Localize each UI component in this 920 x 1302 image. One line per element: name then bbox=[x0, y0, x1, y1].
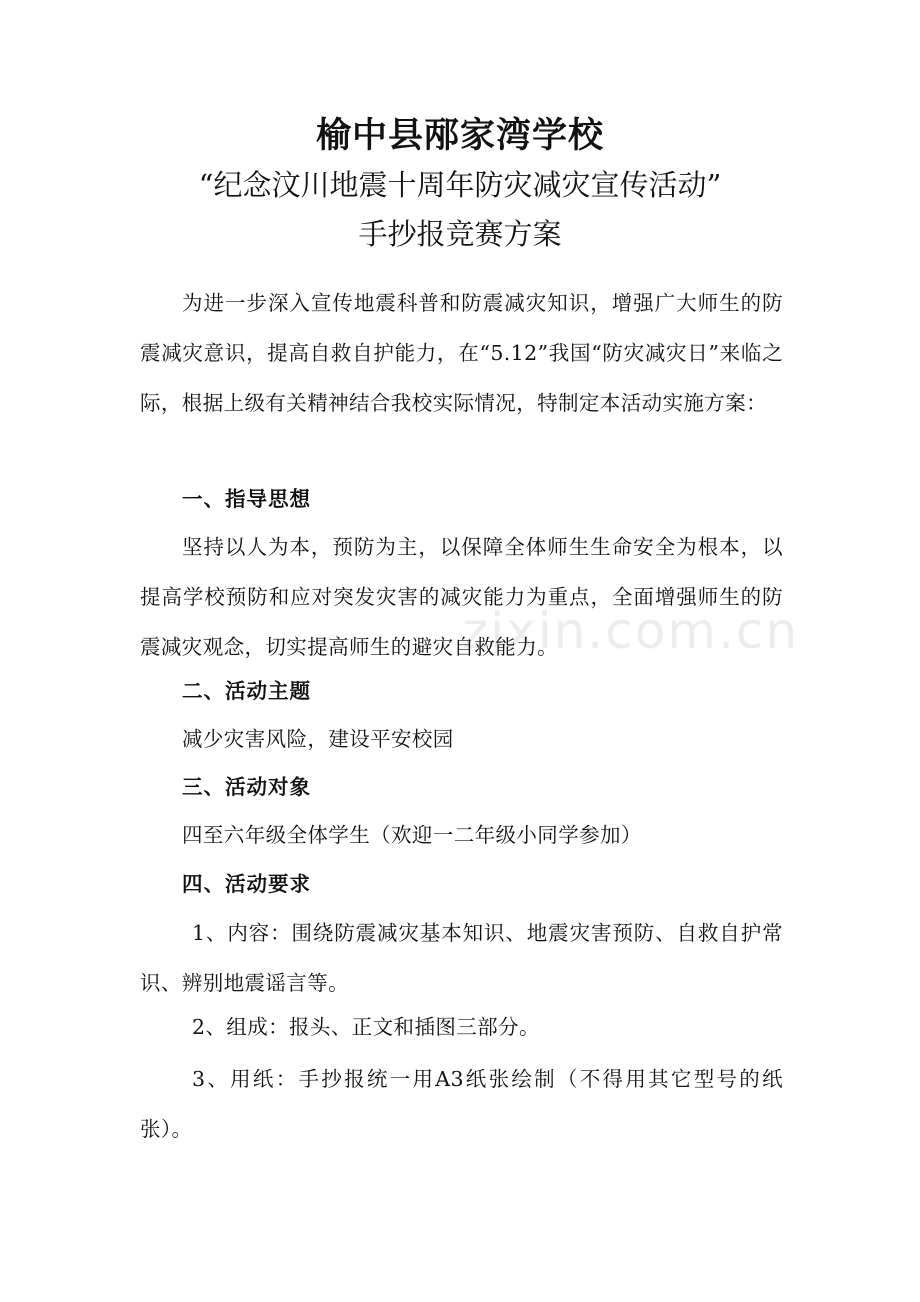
requirement-item-composition: 2、组成：报头、正文和插图三部分。 bbox=[192, 1015, 540, 1039]
section-heading-guiding-thought: 一、指导思想 bbox=[182, 487, 311, 511]
document-title: 榆中县邴家湾学校 bbox=[315, 115, 604, 156]
document-subtitle-line1: “纪念汶川地震十周年防灾减灾宣传活动” bbox=[198, 168, 722, 202]
section-content-participants: 四至六年级全体学生（欢迎一二年级小同学参加） bbox=[182, 823, 642, 847]
section-content-theme: 减少灾害风险，建设平安校园 bbox=[182, 727, 454, 751]
section-heading-requirements: 四、活动要求 bbox=[182, 872, 311, 896]
document-subtitle-line2: 手抄报竞赛方案 bbox=[358, 217, 562, 251]
watermark: zixin.com.cn bbox=[462, 602, 800, 660]
requirement-item-paper: 3、用纸：手抄报统一用A3纸张绘制（不得用其它型号的纸张）。 bbox=[140, 1067, 783, 1141]
section-content-guiding-thought: 坚持以人为本，预防为主，以保障全体师生生命安全为根本，以提高学校预防和应对突发灾害的减灾能力为重点，全面增强师生的防震减灾观念，切实提高师生的避灾自救能力。 bbox=[140, 535, 783, 659]
section-heading-theme: 二、活动主题 bbox=[182, 679, 311, 703]
intro-paragraph: 为进一步深入宣传地震科普和防震减灾知识，增强广大师生的防震减灾意识，提高自救自护能力，在“5.12”我国“防灾减灾日”来临之际，根据上级有关精神结合我校实际情况，特制定本活动实施方案： bbox=[140, 291, 783, 415]
section-heading-participants: 三、活动对象 bbox=[182, 775, 311, 799]
requirement-item-content: 1、内容：围绕防震减灾基本知识、地震灾害预防、自救自护常识、辨别地震谣言等。 bbox=[140, 921, 783, 995]
